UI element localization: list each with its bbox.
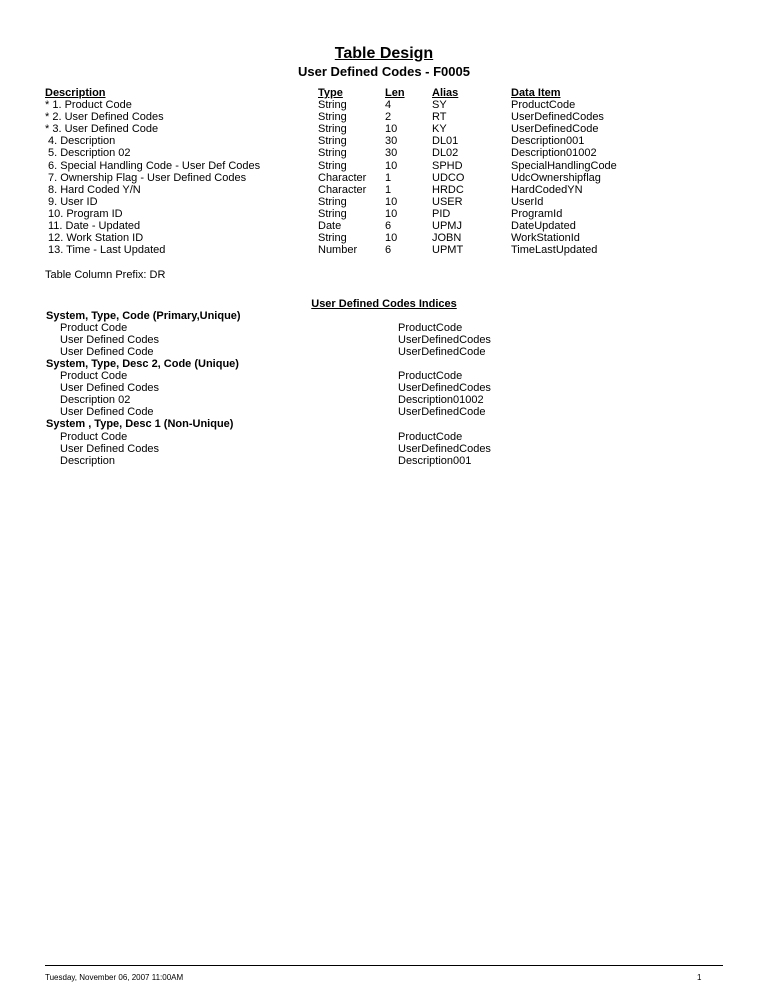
field-len: 6 <box>385 244 392 257</box>
field-len: 30 <box>385 135 398 148</box>
index-column-data-item: Description001 <box>398 454 472 467</box>
table-row <box>0 208 768 220</box>
column-header-data-item: Data Item <box>511 87 561 99</box>
field-type: Number <box>318 244 358 257</box>
field-type: Character <box>318 171 367 184</box>
table-row <box>0 99 768 111</box>
index-column-data-item: UserDefinedCode <box>398 406 486 419</box>
table-row <box>0 123 768 135</box>
field-data-item: UserDefinedCodes <box>511 111 604 124</box>
table-row <box>0 160 768 172</box>
field-alias: JOBN <box>432 232 462 245</box>
field-data-item: ProgramId <box>511 207 563 220</box>
index-column-name: Product Code <box>60 430 128 443</box>
field-description: 11. Date - Updated <box>48 220 141 232</box>
table-row <box>0 196 768 208</box>
index-column-data-item: ProductCode <box>398 322 463 335</box>
field-len: 10 <box>385 232 398 245</box>
field-type: Date <box>318 220 342 232</box>
field-type: String <box>318 111 347 124</box>
field-type: String <box>318 159 347 172</box>
index-column-row <box>0 431 768 443</box>
field-alias: SY <box>432 99 447 111</box>
index-column-row <box>0 346 768 358</box>
field-len: 1 <box>385 183 392 196</box>
index-column-data-item: Description01002 <box>398 394 484 407</box>
field-alias: RT <box>432 111 447 124</box>
field-description: * 2. User Defined Codes <box>45 111 164 124</box>
field-len: 10 <box>385 123 398 136</box>
field-alias: USER <box>432 195 463 208</box>
field-alias: DL02 <box>432 147 459 160</box>
footer-page-number: 1 <box>697 973 702 982</box>
column-header-len: Len <box>385 87 405 99</box>
index-column-data-item: UserDefinedCodes <box>398 334 491 347</box>
column-header-type: Type <box>318 87 343 99</box>
field-type: String <box>318 195 347 208</box>
table-column-prefix: Table Column Prefix: DR <box>45 269 166 281</box>
field-alias: KY <box>432 123 447 136</box>
field-data-item: WorkStationId <box>511 232 580 245</box>
field-len: 10 <box>385 159 398 172</box>
index-column-name: Product Code <box>60 322 128 335</box>
index-name: System , Type, Desc 1 (Non-Unique) <box>46 418 234 431</box>
index-column-name: Product Code <box>60 370 128 383</box>
table-row <box>0 135 768 147</box>
table-row <box>0 184 768 196</box>
index-column-name: User Defined Codes <box>60 442 160 455</box>
index-column-row <box>0 370 768 382</box>
field-description: 10. Program ID <box>48 207 123 220</box>
table-row <box>0 172 768 184</box>
field-description: 5. Description 02 <box>48 147 131 160</box>
index-column-row <box>0 334 768 346</box>
field-data-item: Description001 <box>511 135 585 148</box>
index-row <box>0 418 768 430</box>
field-description: 9. User ID <box>48 195 98 208</box>
footer-divider <box>45 965 723 966</box>
field-type: String <box>318 135 347 148</box>
field-description: 12. Work Station ID <box>48 232 144 245</box>
index-column-row <box>0 322 768 334</box>
field-type: Character <box>318 183 367 196</box>
table-row <box>0 147 768 159</box>
index-column-data-item: UserDefinedCodes <box>398 382 491 395</box>
field-len: 4 <box>385 99 392 111</box>
field-description: 13. Time - Last Updated <box>48 244 166 257</box>
index-column-name: Description <box>60 454 116 467</box>
index-name: System, Type, Desc 2, Code (Unique) <box>46 358 239 371</box>
index-column-row <box>0 406 768 418</box>
index-column-data-item: UserDefinedCode <box>398 346 486 359</box>
index-column-data-item: ProductCode <box>398 430 463 443</box>
field-type: String <box>318 99 347 111</box>
field-data-item: DateUpdated <box>511 220 576 232</box>
field-alias: UDCO <box>432 171 465 184</box>
field-len: 10 <box>385 195 398 208</box>
field-alias: UPMT <box>432 244 464 257</box>
field-type: String <box>318 232 347 245</box>
index-column-data-item: UserDefinedCodes <box>398 442 491 455</box>
index-column-name: User Defined Codes <box>60 382 160 395</box>
index-name: System, Type, Code (Primary,Unique) <box>46 310 241 322</box>
table-row <box>0 220 768 232</box>
field-alias: UPMJ <box>432 220 462 232</box>
field-type: String <box>318 123 347 136</box>
field-alias: HRDC <box>432 183 464 196</box>
field-description: 8. Hard Coded Y/N <box>48 183 141 196</box>
index-column-row <box>0 443 768 455</box>
field-description: 7. Ownership Flag - User Defined Codes <box>48 171 247 184</box>
index-row <box>0 310 768 322</box>
index-column-name: User Defined Codes <box>60 334 160 347</box>
field-data-item: ProductCode <box>511 99 576 111</box>
field-data-item: UserDefinedCode <box>511 123 599 136</box>
field-description: * 3. User Defined Code <box>45 123 159 136</box>
field-len: 10 <box>385 207 398 220</box>
table-row <box>0 111 768 123</box>
table-row <box>0 244 768 256</box>
footer-timestamp: Tuesday, November 06, 2007 11:00AM <box>45 973 184 982</box>
table-row <box>0 232 768 244</box>
field-len: 1 <box>385 171 392 184</box>
column-header-alias: Alias <box>432 87 459 99</box>
field-description: 4. Description <box>48 135 116 148</box>
field-alias: DL01 <box>432 135 459 148</box>
field-data-item: UdcOwnershipflag <box>511 171 601 184</box>
field-type: String <box>318 207 347 220</box>
field-data-item: UserId <box>511 195 544 208</box>
field-data-item: TimeLastUpdated <box>511 244 598 257</box>
indices-title: User Defined Codes Indices <box>311 298 457 310</box>
field-alias: SPHD <box>432 159 463 172</box>
index-column-row <box>0 382 768 394</box>
page-subtitle: User Defined Codes - F0005 <box>298 64 470 79</box>
page-title: Table Design <box>334 45 434 62</box>
field-alias: PID <box>432 207 451 220</box>
field-data-item: SpecialHandlingCode <box>511 159 617 172</box>
field-data-item: Description01002 <box>511 147 597 160</box>
index-column-data-item: ProductCode <box>398 370 463 383</box>
index-column-row <box>0 455 768 467</box>
field-len: 2 <box>385 111 392 124</box>
field-description: 6. Special Handling Code - User Def Codes <box>48 159 261 172</box>
field-data-item: HardCodedYN <box>511 183 583 196</box>
field-type: String <box>318 147 347 160</box>
index-column-row <box>0 394 768 406</box>
index-row <box>0 358 768 370</box>
field-len: 6 <box>385 220 392 232</box>
column-header-description: Description <box>45 87 106 99</box>
field-len: 30 <box>385 147 398 160</box>
field-description: * 1. Product Code <box>45 99 132 111</box>
index-column-name: User Defined Code <box>60 406 154 419</box>
index-column-name: Description 02 <box>60 394 131 407</box>
index-column-name: User Defined Code <box>60 346 154 359</box>
